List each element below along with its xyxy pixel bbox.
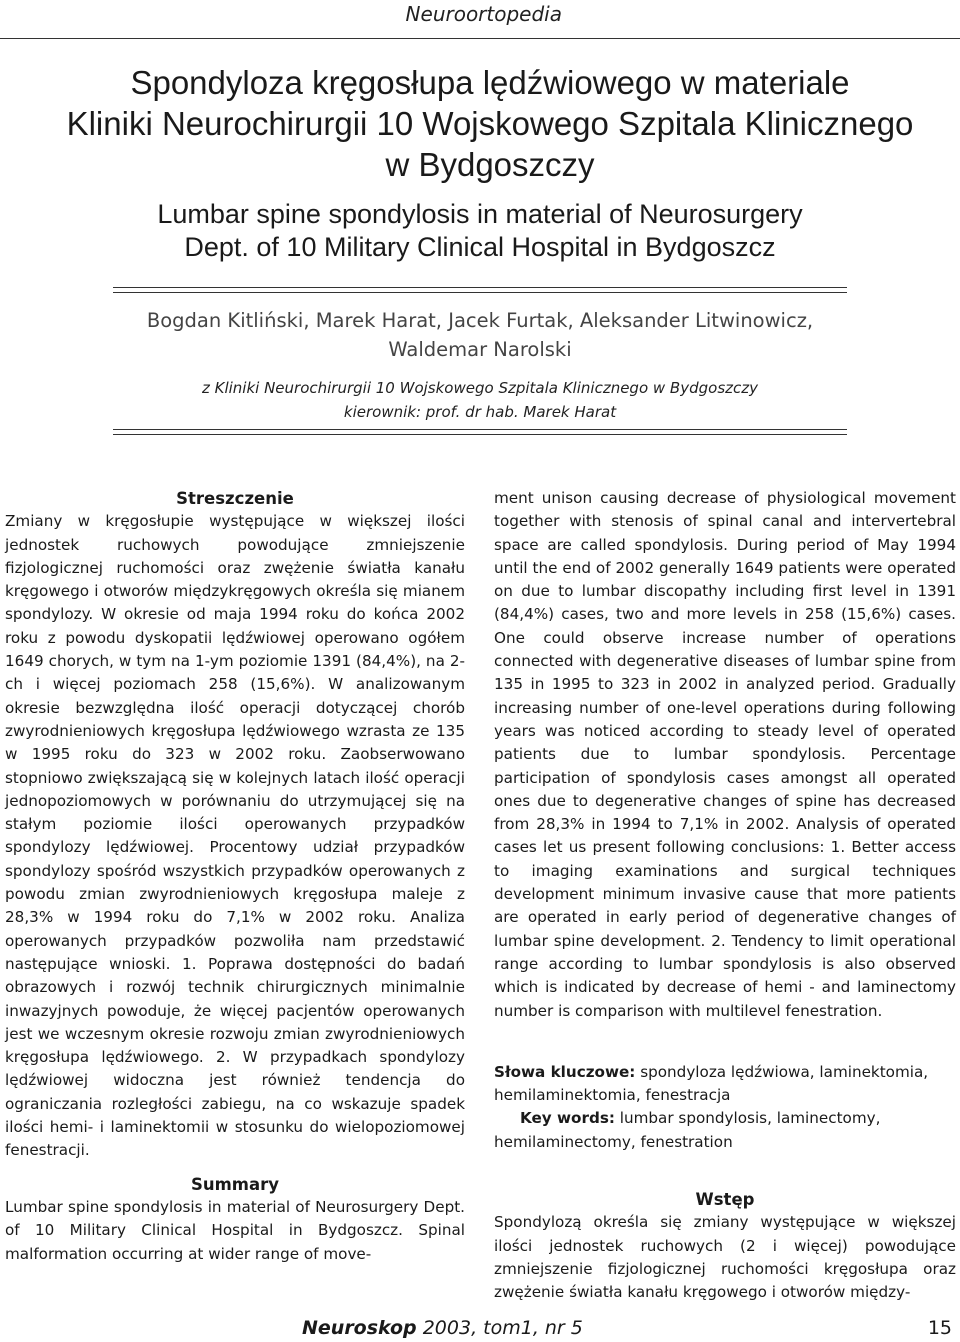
- journal-citation: [302, 1316, 583, 1340]
- keywords-english: [494, 1107, 956, 1154]
- journal-issue: 2003, tom1, nr 5: [416, 1317, 583, 1339]
- author-line: Bogdan Kitliński, Marek Harat, Jacek Furtak, Aleksander Litwinowicz,: [146, 309, 814, 332]
- left-column: [5, 487, 465, 1266]
- journal-name: Neuroskop: [302, 1317, 417, 1339]
- affiliation-line: z Kliniki Neurochirurgii 10 Wojskowego Szpitala Klinicznego w Bydgoszczy: [201, 379, 759, 397]
- keywords-polish: [494, 1061, 956, 1108]
- abstract-text: Zmiany w kręgosłupie występujące w większej ilości jednostek ruchowych powodujące zmniejszenie fizjologicznej ruchomości oraz zwężenie światła kanału kręgowego i otworów międzykręgowych określa się mianem spondylozy. W okresie od maja 1994 roku do końca 2002 roku z powodu dyskopatii lędźwiowej operowano ogółem 1649 chorych, w tym na 1-ym poziomie 1391 (84,4%), na 2-ch i więcej poziomach 258 (15,6%). W analizowanym okresie bezwzględna ilość operacji dotyczącej chorób zwyrodnieniowych kręgosłupa lędźwiowego wzrasta ze 135 w 1995 roku do 323 w 2002 roku. Zaobserwowano stopniowo zwiększającą się w kolejnych latach ilość operacji jednopoziomowych w porównaniu do utrzymującej się na stałym poziomie ilości operowanych przypadków spondylozy lędźwiowej. Procentowy udział przypadków spondylozy spośród wszystkich przypadków operowanych z powodu zmian zwyrodnieniowych kręgosłupa maleje z 28,3% w 1994 roku do 7,1% w 2002 roku. Analiza operowanych przypadków pozwoliła nam przedstawić następujące wnioski. 1. Poprawa dostępności do badań obrazowych i rozwój technik chirurgicznych minimalnie inwazyjnych powoduje, że więcej pacjentów operowanych jest we wczesnym okresie rozwoju zmian zwyrodnieniowych kręgosłupa lędźwiowego. 2. W przypadkach spondylozy lędźwiowej widoczna jest również tendencja do ograniczania rozległości zabiegu, na co wskazuje spadek ilości hemi- i laminektomii w stosunku do wielopoziomowej fenestracji.: [5, 512, 465, 1160]
- keywords-english-label: Key words:: [520, 1109, 615, 1128]
- intro-heading: Wstęp: [695, 1190, 755, 1210]
- keywords-english-text: lumbar spondylosis, laminectomy, hemilaminectomy, fenestration: [494, 1109, 881, 1151]
- header-rule: [0, 38, 960, 39]
- page-footer: [0, 1316, 960, 1342]
- title-polish-line: Kliniki Neurochirurgii 10 Wojskowego Szpitala Klinicznego: [66, 105, 914, 142]
- affiliation: [110, 376, 850, 424]
- title-english: [0, 198, 960, 264]
- keywords-block: [494, 1061, 956, 1154]
- summary-text: Lumbar spine spondylosis in material of Neurosurgery Dept. of 10 Military Clinical Hospital in Bydgoszcz. Spinal malformation occurring at wider range of move-: [5, 1197, 465, 1263]
- title-polish: [20, 62, 960, 185]
- author-line: Waldemar Narolski: [388, 338, 572, 361]
- title-english-line: Dept. of 10 Military Clinical Hospital in Bydgoszcz: [184, 232, 776, 262]
- title-polish-line: Spondyloza kręgosłupa lędźwiowego w materiale: [130, 64, 850, 101]
- summary-heading: Summary: [190, 1174, 280, 1194]
- summary-text-continued: ment unison causing decrease of physiological movement together with stenosis of spinal canal and intervertebral space are called spondylosis. During period of May 1994 until the end of 2002 generally 1649 patients were operated on due to lumbar discopathy including first level in 1391 (84,4%) cases, two and more levels in 258 (15,6%) cases. One could observe increase number of operations connected with degenerative diseases of lumbar spine from 135 in 1995 to 323 in 2002 in analyzed period. Gradually increasing number of one-level operations during following years was noticed according to steady level of operated patients due to lumbar spondylosis. Percentage participation of spondylosis cases amongst all operated ones due to degenerative changes of spine has decreased from 28,3% in 1994 to 7,1% in 2002. Analysis of operated cases let us present following conclusions: 1. Better access to imaging examinations and surgical techniques development minimum invasive cause that more patients are operated in early period of degenerative changes of lumbar spine development. 2. Tendency to limit operational range according to lumbar spondylosis is also observed which is indicated by decrease of hemi - and laminectomy number is comparison with multilevel fenestration.: [494, 489, 956, 1020]
- title-polish-line: w Bydgoszczy: [385, 146, 595, 183]
- title-divider: [113, 287, 847, 293]
- page-number: 15: [927, 1317, 952, 1339]
- keywords-polish-text: spondyloza lędźwiowa, laminektomia, hemilaminektomia, fenestracja: [494, 1062, 929, 1105]
- right-column: [494, 487, 956, 1305]
- abstract-heading: Streszczenie: [176, 489, 294, 508]
- title-english-line: Lumbar spine spondylosis in material of Neurosurgery: [157, 199, 803, 229]
- section-label: Neuroortopedia: [405, 2, 562, 26]
- author-list: [110, 306, 850, 364]
- intro-text: Spondylozą określa się zmiany występujące w większej ilości jednostek ruchowych (2 i więcej) powodujące zmniejszenie fizjologicznej ruchomości kręgosłupa oraz zwężenie światła kanału kręgowego i otworów między-: [494, 1213, 956, 1302]
- affiliation-divider: [113, 429, 847, 435]
- keywords-polish-label: Słowa kluczowe:: [494, 1062, 636, 1081]
- affiliation-line: kierownik: prof. dr hab. Marek Harat: [343, 403, 617, 421]
